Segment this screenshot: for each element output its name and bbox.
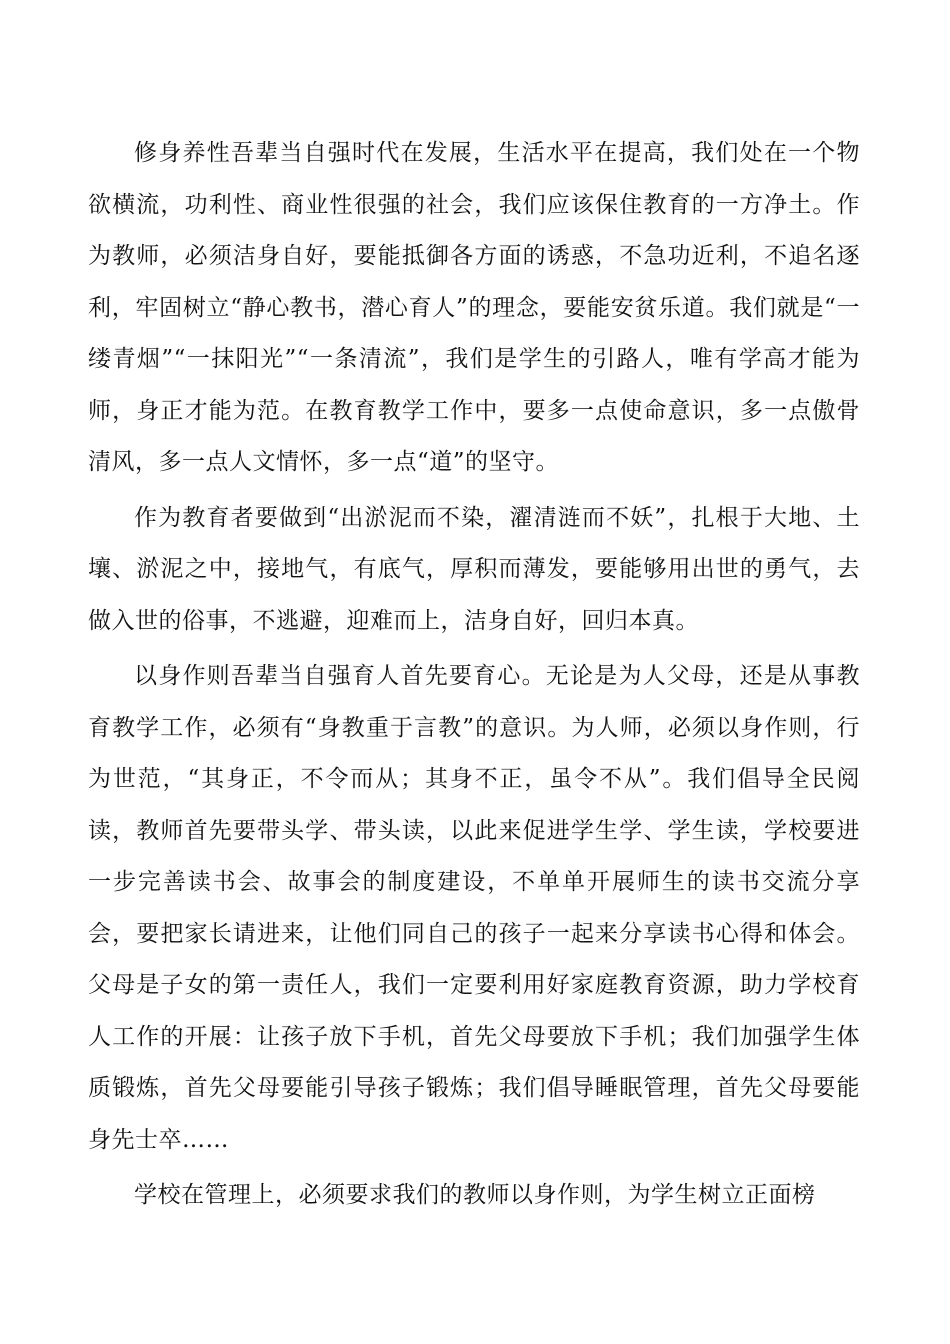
paragraph-educator-integrity: 作为教育者要做到“出淤泥而不染，濯清涟而不妖”，扎根于大地、土壤、淤泥之中，接地气，有底气，厚积而薄发，要能够用出世的勇气，去做入世的俗事，不逃避，迎难而上，洁身自好，回归本真。	[88, 504, 860, 634]
document-body	[88, 128, 860, 1226]
paragraph-school-management: 学校在管理上，必须要求我们的教师以身作则，为学生树立正面榜	[134, 1182, 816, 1208]
paragraph-self-cultivation: 修身养性吾辈当自强时代在发展，生活水平在提高，我们处在一个物欲横流，功利性、商业性很强的社会，我们应该保住教育的一方净土。作为教师，必须洁身自好，要能抵御各方面的诱惑，不急功近利，不追名逐利，牢固树立“静心教书，潜心育人”的理念，要能安贫乐道。我们就是“一缕青烟”“一抹阳光”“一条清流”，我们是学生的引路人，唯有学高才能为师，身正才能为范。在教育教学工作中，要多一点使命意识，多一点傲骨清风，多一点人文情怀，多一点“道”的坚守。	[88, 140, 860, 475]
paragraph-lead-by-example: 以身作则吾辈当自强育人首先要育心。无论是为人父母，还是从事教育教学工作，必须有“身教重于言教”的意识。为人师，必须以身作则，行为世范，“其身正，不令而从；其身不正，虽令不从”。我们倡导全民阅读，教师首先要带头学、带头读，以此来促进学生学、学生读，学校要进一步完善读书会、故事会的制度建设，不单单开展师生的读书交流分享会，要把家长请进来，让他们同自己的孩子一起来分享读书心得和体会。父母是子女的第一责任人，我们一定要利用好家庭教育资源，助力学校育人工作的开展：让孩子放下手机，首先父母要放下手机；我们加强学生体质锻炼，首先父母要能引导孩子锻炼；我们倡导睡眠管理，首先父母要能身先士卒……	[88, 663, 860, 1153]
